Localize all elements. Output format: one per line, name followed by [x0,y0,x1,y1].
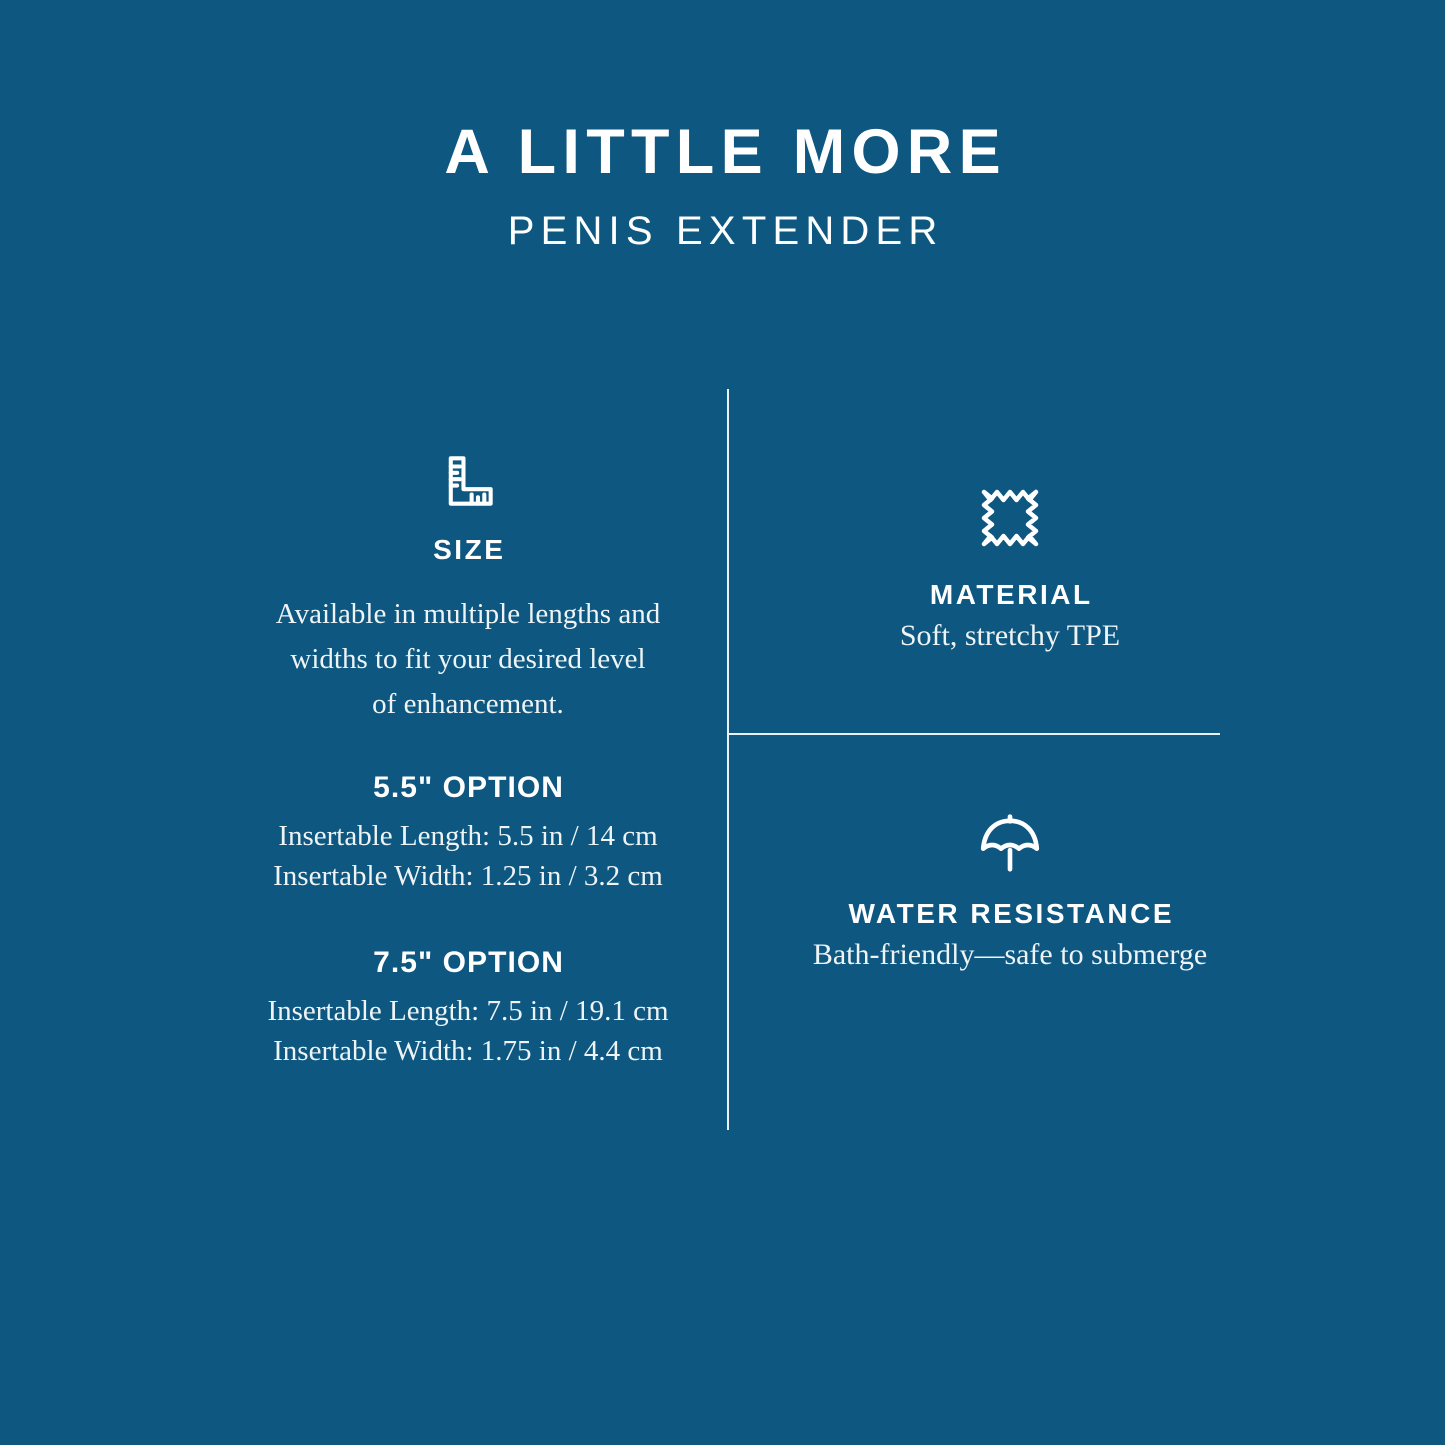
option-1-heading: 5.5" OPTION [373,771,564,804]
material-heading: MATERIAL [929,579,1093,610]
option-2-width: Insertable Width: 1.75 in / 4.4 cm [273,1035,663,1067]
option-2-heading: 7.5" OPTION [373,946,564,979]
option-1-specs [228,816,708,896]
option-2-length: Insertable Length: 7.5 in / 19.1 cm [267,995,669,1027]
size-description [228,592,708,727]
material-section-icon-area [799,486,1221,550]
page-subtitle: PENIS EXTENDER [507,209,944,253]
size-heading: SIZE [433,534,506,565]
size-description-line: of enhancement. [372,688,564,720]
water-section-icon-area [799,810,1221,878]
fabric-swatch-icon [979,486,1041,550]
option-2-specs [228,991,708,1071]
vertical-divider [727,389,729,1130]
size-section-icon-area [228,450,708,512]
option-1-length: Insertable Length: 5.5 in / 14 cm [278,820,658,852]
horizontal-divider [727,733,1220,735]
page-title: A LITTLE MORE [444,117,1007,187]
option-1-width: Insertable Width: 1.25 in / 3.2 cm [273,860,663,892]
size-description-line: widths to fit your desired level [290,643,646,675]
size-description-line: Available in multiple lengths and [275,598,661,630]
water-resistance-heading: WATER RESISTANCE [848,898,1175,929]
water-resistance-value: Bath-friendly—safe to submerge [812,938,1208,971]
umbrella-icon [977,810,1043,878]
material-value: Soft, stretchy TPE [899,619,1121,652]
ruler-icon [439,450,497,512]
